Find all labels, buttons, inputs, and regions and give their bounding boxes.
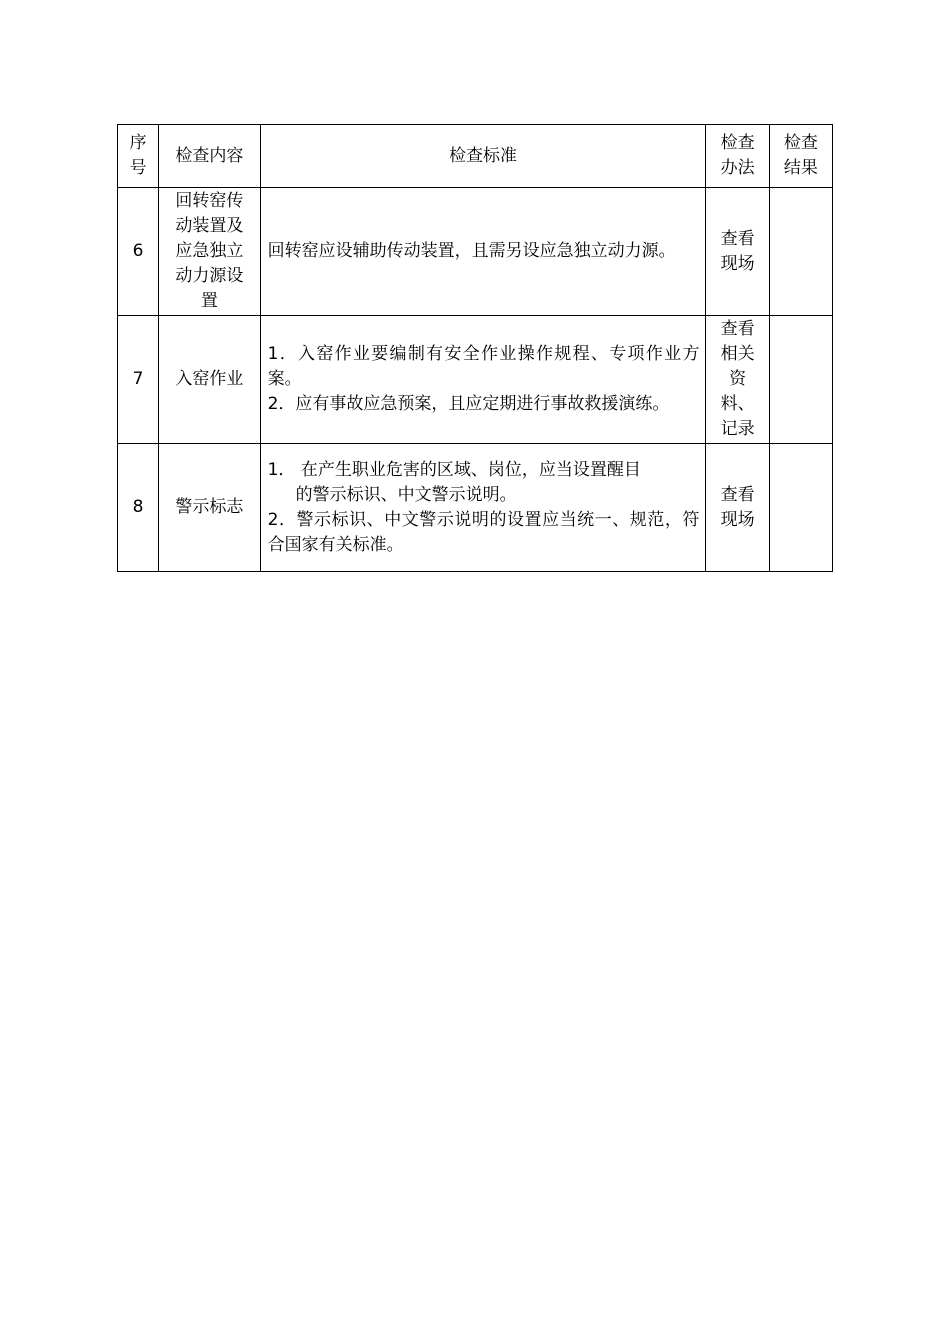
inspection-table [117, 124, 833, 572]
table-row [118, 188, 833, 316]
row-standard [260, 188, 706, 316]
standard-line: 2．应有事故应急预案，且应定期进行事故救援演练。 [267, 394, 670, 414]
header-standard: 检查标准 [260, 125, 706, 188]
standard-line: 的警示标识、中文警示说明。 [295, 484, 517, 505]
row-item: 回转窑传动装置及应急独立动力源设置 [159, 188, 260, 316]
table-header-row [118, 125, 833, 188]
header-num: 序号 [118, 125, 159, 188]
row-item: 警示标志 [159, 444, 260, 572]
row-method: 查看现场 [706, 444, 769, 572]
standard-line: 1．入窑作业要编制有安全作业操作规程、专项作业方案。 [267, 344, 700, 389]
row-result [769, 316, 832, 444]
row-method: 查看相关资料、记录 [706, 316, 769, 444]
table-row [118, 444, 833, 572]
standard-line: 2．警示标识、中文警示说明的设置应当统一、规范，符合国家有关标准。 [267, 509, 700, 555]
row-result [769, 188, 832, 316]
row-num: 7 [118, 316, 159, 444]
standard-line: 1． 在产生职业危害的区域、岗位，应当设置醒目 [267, 459, 641, 480]
header-method: 检查办法 [706, 125, 769, 188]
header-result: 检查结果 [769, 125, 832, 188]
table-row [118, 316, 833, 444]
standard-line: 回转窑应设辅助传动装置，且需另设应急独立动力源。 [267, 241, 676, 261]
row-standard [260, 316, 706, 444]
row-num: 6 [118, 188, 159, 316]
row-method: 查看现场 [706, 188, 769, 316]
row-item: 入窑作业 [159, 316, 260, 444]
row-standard [260, 444, 706, 572]
row-result [769, 444, 832, 572]
header-item: 检查内容 [159, 125, 260, 188]
row-num: 8 [118, 444, 159, 572]
